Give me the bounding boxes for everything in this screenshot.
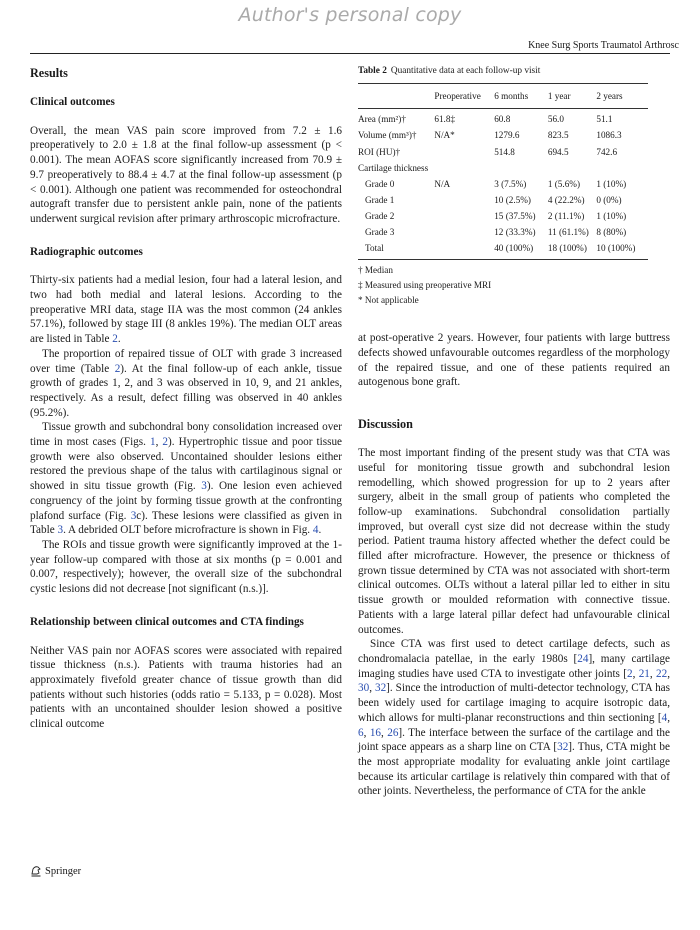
citation-link[interactable]: 6 <box>358 726 364 739</box>
paragraph-radiographic-1: Thirty-six patients had a medial lesion, four had a lateral lesion, and two had both medial and lateral lesions. According to the preoperative MRI data, stage IIA was the most common (24 ankles 57.1%), followed by stage III (8 ankles 19%). The median OLT areas are listed in Table 2. <box>30 274 342 346</box>
citation-link[interactable]: 30 <box>358 682 370 695</box>
table-quantitative-data <box>358 83 648 261</box>
subsection-radiographic-outcomes: Radiographic outcomes <box>30 245 143 258</box>
citation-link[interactable]: 4 <box>661 711 668 724</box>
figure-ref-link[interactable]: 2 <box>162 436 168 449</box>
figure-ref-link[interactable]: 1 <box>149 436 156 449</box>
section-title-discussion: Discussion <box>358 417 413 432</box>
table-caption: Table 2 Quantitative data at each follow-up visit <box>358 66 541 76</box>
watermark: Author's personal copy <box>238 4 462 26</box>
table-header-cell: 2 years <box>596 90 623 101</box>
table-row: Grade 0 N/A 3 (7.5%) 1 (5.6%) 1 (10%) <box>365 178 627 189</box>
paragraph-clinical: Overall, the mean VAS pain score improved from 7.2 ± 1.6 preoperatively to 2.0 ± 1.8 at the final follow-up assessment (p < 0.001). The mean AOFAS score significantly increased from 70.9 ± 9.7 preoperatively to 88.4 ± 4.7 at the final follow-up assessment (p < 0.001). Although one patient was recommended for osteochondral autograft transfer due to persistent ankle pain, none of the patients underwent surgical revision after primary arthroscopic microfracture. <box>30 124 342 225</box>
paragraph-continuation: at post-operative 2 years. However, four patients with large buttress defects showed unfavourable outcomes regardless of the morphology of the repaired tissue, and one of these patients required an autogenous bone graft. <box>358 332 670 389</box>
paragraph-relationship: Neither VAS pain nor AOFAS scores were associated with repaired tissue thickness (n.s.). Patients with trauma histories had an approximately fivefold greater chance of tissue growth than did patients without such histories (odds ratio = 5.133, p = 0.028). Most patients with an uncontained shoulder lesion showed a positive clinical outcome <box>30 644 342 731</box>
table-ref-link[interactable]: 2 <box>112 333 118 346</box>
citation-link[interactable]: 32 <box>374 682 387 695</box>
figure-ref-link[interactable]: 3 <box>201 480 207 493</box>
table-row: Total 40 (100%) 18 (100%) 10 (100%) <box>358 241 648 260</box>
table-row: Area (mm²)† 61.8‡ 60.8 56.0 51.1 <box>358 114 613 125</box>
subsection-clinical-outcomes: Clinical outcomes <box>30 96 115 108</box>
citation-link[interactable]: 32 <box>557 741 569 754</box>
publisher-name: Springer <box>45 865 82 877</box>
table-row: Grade 1 10 (2.5%) 4 (22.2%) 0 (0%) <box>365 194 622 205</box>
figure-ref-link[interactable]: 4 <box>312 524 319 537</box>
footnote-mri: ‡ Measured using preoperative MRI <box>358 280 492 291</box>
subsection-relationship: Relationship between clinical outcomes and CTA findings <box>30 615 304 628</box>
figure-ref-link[interactable]: 3 <box>130 509 137 522</box>
table-row: Grade 3 12 (33.3%) 11 (61.1%) 8 (80%) <box>365 226 627 237</box>
running-head: Knee Surg Sports Traumatol Arthrosc <box>528 40 679 51</box>
header-rule <box>30 53 670 54</box>
citation-link[interactable]: 21 <box>638 667 650 680</box>
paragraph-discussion-2: Since CTA was first used to detect cartilage defects, such as chondromalacia patellae, in the early 1980s [24], many cartilage imaging studies have used CTA to investigate other joints [2, 21, 22, 30, 32]. Since the introduction of multi-detector technology, CTA has been widely used for cartilage imaging to acquire isotropic data, which allows for multi-planar reconstructions and thin sectioning [4, 6, 16, 26]. The interface between the surface of the cartilage and the joint space appears as a sharp line on CTA [32]. Thus, CTA might be the most appropriate modality for evaluating ankle joint cartilage because its articular cartilage is relatively thin compared with that of other joints. Nevertheless, the performance of CTA for the ankle <box>358 638 671 798</box>
table-row: Volume (mm³)† N/A* 1279.6 823.5 1086.3 <box>358 130 622 141</box>
paragraph-radiographic-4: The ROIs and tissue growth were significantly improved at the 1-year follow-up compared with those at six months (p = 0.001 and 0.007, respectively); however, the overall size of the subchondral cystic lesions did not decrease [not significant (n.s.)]. <box>30 538 342 596</box>
footnote-median: † Median <box>358 265 393 276</box>
table-row: Grade 2 15 (37.5%) 2 (11.1%) 1 (10%) <box>365 210 627 221</box>
paragraph-radiographic-3: Tissue growth and subchondral bony consolidation increased over time in most cases (Figs. 1, 2). Hypertrophic tissue and poor tissue growth were also observed. Uncontained shoulder lesions either restored the previous shape of the talus with cartilaginous signal or showed in situ tissue growth (Fig. 3). One lesion even achieved congruency of the joint by forming tissue growth at the confronting plafond surface (Fig. 3c). These lesions were classified as given in Table 3. A debrided OLT before microfracture is shown in Fig. 4. <box>30 421 343 537</box>
section-title-results: Results <box>30 66 68 80</box>
table-footnotes <box>358 263 670 307</box>
table-header-cell: 6 months <box>494 90 529 101</box>
table-header-row <box>358 83 648 109</box>
citation-link[interactable]: 16 <box>369 726 381 739</box>
citation-link[interactable]: 22 <box>656 667 668 680</box>
springer-horse-icon <box>30 865 42 877</box>
table-header-cell: Preoperative <box>434 90 481 101</box>
citation-link[interactable]: 24 <box>577 652 589 665</box>
left-column <box>30 66 342 732</box>
paragraph-discussion-1: The most important finding of the present study was that CTA was useful for monitoring tissue growth and subchondral lesion remodelling, which showed progression for up to 2 years after surgery, albeit in the small group of patients who completed the follow-up examinations. Subchondral consolidation partially improved, but overall cyst size did not decrease within the study period. Patient trauma history affected whether the defect could be filled after microfracture. However, the presence or thickness of grown tissue determined by CTA was not associated with short-term clinical outcomes. OLTs without a lateral pillar led to either in situ tissue growth or moulded reformation with connective tissue. Patients with a large lateral pillar defect had unfavourable clinical outcomes. <box>358 447 670 636</box>
table-ref-link[interactable]: 3 <box>57 524 64 537</box>
table-row: Cartilage thickness <box>358 162 429 173</box>
citation-link[interactable]: 26 <box>387 726 399 739</box>
table-header-cell <box>358 83 434 109</box>
paragraph-radiographic-2: The proportion of repaired tissue of OLT with grade 3 increased over time (Table 2). At the final follow-up of each ankle, tissue growth of grades 1, 2, and 3 was observed in 10, 9, and 21 ankles, respectively. As a result, defect filling was observed in 40 ankles (95.2%). <box>30 347 342 419</box>
table-header-cell: 1 year <box>547 90 571 101</box>
table-ref-link[interactable]: 2 <box>114 362 121 375</box>
citation-link[interactable]: 2 <box>626 667 633 680</box>
right-column <box>358 64 670 799</box>
table-row: ROI (HU)† 514.8 694.5 742.6 <box>358 146 618 157</box>
footnote-not-applicable: * Not applicable <box>358 295 419 306</box>
page-footer <box>30 865 81 877</box>
